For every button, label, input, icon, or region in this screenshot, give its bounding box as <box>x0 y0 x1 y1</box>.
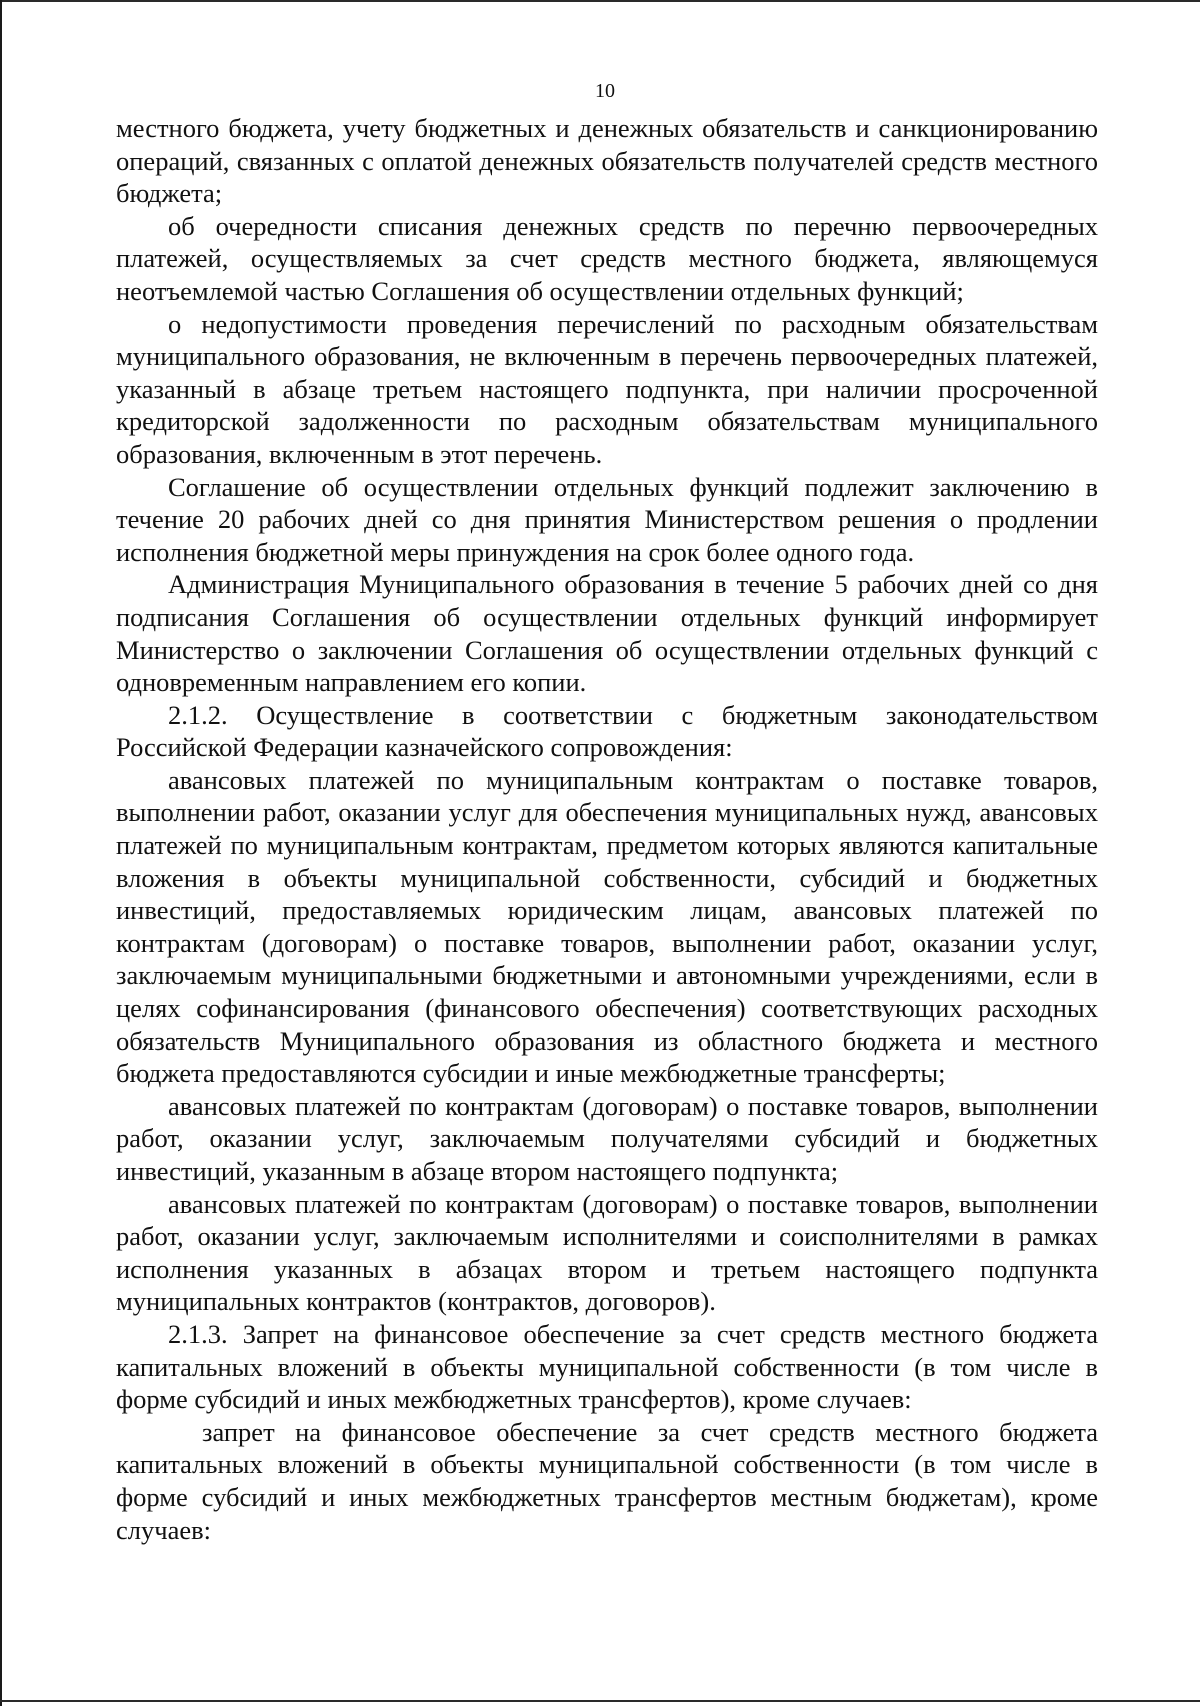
scan-top-edge <box>0 0 1200 2</box>
paragraph-3: о недопустимости проведения перечислений по расходным обязательствам муниципального образования, не включенным в перечень первоочередных платежей, указанный в абзаце третьем настоящего подпункта, при наличии просроченной кредиторской задолженности по расходным обязательствам муниципального образования, включенным в этот перечень. <box>116 308 1098 469</box>
paragraph-4: Соглашение об осуществлении отдельных функций подлежит заключению в течение 20 рабочих дней со дня принятия Министерством решения о продлении исполнения бюджетной меры принуждения на срок более одного года. <box>116 471 1098 567</box>
paragraph-9: авансовых платежей по контрактам (договорам) о поставке товаров, выполнении работ, оказании услуг, заключаемым исполнителями и соисполнителями в рамках исполнения указанных в абзацах втором и третьем настоящего подпункта муниципальных контрактов (контрактов, договоров). <box>116 1188 1098 1317</box>
paragraph-7: авансовых платежей по муниципальным контрактам о поставке товаров, выполнении работ, оказании услуг для обеспечения муниципальных нужд, авансовых платежей по муниципальным контрактам, предметом которых являются капитальные вложения в объекты муниципальной собственности, субсидий и бюджетных инвестиций, предоставляемых юридическим лицам, авансовых платежей по контрактам (договорам) о поставке товаров, выполнении работ, оказании услуг, заключаемым муниципальными бюджетными и автономными учреждениями, если в целях софинансирования (финансового обеспечения) соответствующих расходных обязательств Муниципального образования из областного бюджета и местного бюджета предоставляются субсидии и иные межбюджетные трансферты; <box>116 764 1098 1089</box>
paragraph-2: об очередности списания денежных средств по перечню первоочередных платежей, осуществляемых за счет средств местного бюджета, являющемуся неотъемлемой частью Соглашения об осуществлении отдельных функций; <box>116 210 1098 306</box>
paragraph-11: запрет на финансовое обеспечение за счет средств местного бюджета капитальных вложений в объекты муниципальной собственности (в том числе в форме субсидий и иных межбюджетных трансфертов местным бюджетам), кроме случаев: <box>116 1416 1098 1545</box>
scan-bottom-edge <box>0 1700 1200 1702</box>
paragraph-8: авансовых платежей по контрактам (договорам) о поставке товаров, выполнении работ, оказании услуг, заключаемым получателями субсидий и бюджетных инвестиций, указанным в абзаце втором настоящего подпункта; <box>116 1090 1098 1186</box>
paragraph-10: 2.1.3. Запрет на финансовое обеспечение за счет средств местного бюджета капитальных вложений в объекты муниципальной собственности (в том числе в форме субсидий и иных межбюджетных трансфертов), кроме случаев: <box>116 1318 1098 1415</box>
paragraph-1: местного бюджета, учету бюджетных и денежных обязательств и санкционированию операций, связанных с оплатой денежных обязательств получателей средств местного бюджета; <box>116 113 1098 209</box>
document-body <box>116 112 1098 1546</box>
scan-left-edge <box>0 0 2 1706</box>
paragraph-6: 2.1.2. Осуществление в соответствии с бюджетным законодательством Российской Федерации казначейского сопровождения: <box>116 699 1098 763</box>
paragraph-5: Администрация Муниципального образования в течение 5 рабочих дней со дня подписания Соглашения об осуществлении отдельных функций информирует Министерство о заключении Соглашения об осуществлении отдельных функций с одновременным направлением его копии. <box>116 569 1098 698</box>
page-number: 10 <box>595 80 615 102</box>
